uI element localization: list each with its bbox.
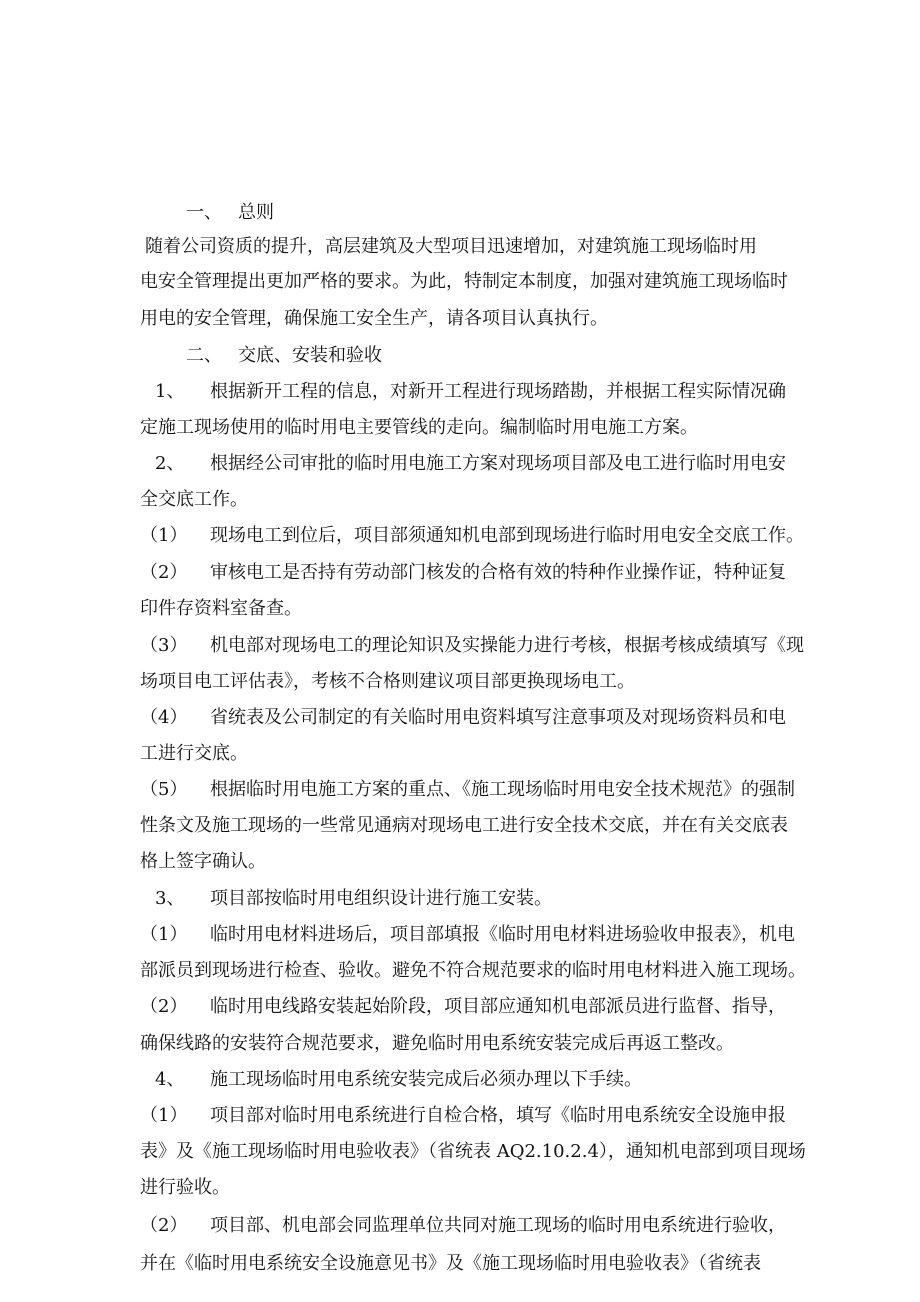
item-text: 机电部对现场电工的理论知识及实操能力进行考核，根据考核成绩填写《现 [210, 635, 804, 656]
item-text: 项目部对临时用电系统进行自检合格，填写《临时用电系统安全设施申报 [210, 1105, 786, 1126]
item-text: 根据经公司审批的临时用电施工方案对现场项目部及电工进行临时用电安 [210, 453, 786, 474]
paragraph-line: 用电的安全管理，确保施工安全生产，请各项目认真执行。 [140, 308, 608, 329]
item-text: 并在《临时用电系统安全设施意见书》及《施工现场临时用电验收表》（省统表 [140, 1253, 761, 1274]
section-number: 一、 [186, 202, 222, 223]
item-text: 项目部按临时用电组织设计进行施工安装。 [210, 888, 552, 909]
item-number: （4） [140, 707, 188, 728]
item-text: 全交底工作。 [140, 489, 248, 510]
item-text: 根据新开工程的信息，对新开工程进行现场踏勘，并根据工程实际情况确 [210, 381, 786, 402]
item-number: （1） [140, 924, 188, 945]
item-text: 临时用电线路安装起始阶段，项目部应通知机电部派员进行监督、指导， [210, 996, 786, 1017]
item-text: 审核电工是否持有劳动部门核发的合格有效的特种作业操作证，特种证复 [210, 562, 786, 583]
item-text: 省统表及公司制定的有关临时用电资料填写注意事项及对现场资料员和电 [210, 707, 786, 728]
item-text: 项目部、机电部会同监理单位共同对施工现场的临时用电系统进行验收， [210, 1215, 786, 1236]
item-text: 施工现场临时用电系统安装完成后必须办理以下手续。 [210, 1069, 642, 1090]
item-number: （2） [140, 996, 188, 1017]
section-number: 二、 [186, 345, 222, 366]
item-number: 1、 [155, 381, 185, 402]
item-text: 根据临时用电施工方案的重点、《施工现场临时用电安全技术规范》的强制 [210, 779, 795, 800]
item-text: 部派员到现场进行检查、验收。避免不符合规范要求的临时用电材料进入施工现场。 [140, 960, 806, 981]
item-text: 印件存资料室备查。 [140, 598, 302, 619]
paragraph-line: 随着公司资质的提升，高层建筑及大型项目迅速增加，对建筑施工现场临时用 [145, 236, 757, 257]
item-text: 现场电工到位后，项目部须通知机电部到现场进行临时用电安全交底工作。 [210, 525, 804, 546]
item-text: 格上签字确认。 [140, 851, 266, 872]
item-number: （1） [140, 1105, 188, 1126]
paragraph-line: 电安全管理提出更加严格的要求。为此，特制定本制度，加强对建筑施工现场临时 [140, 271, 788, 292]
item-text: 性条文及施工现场的一些常见通病对现场电工进行安全技术交底，并在有关交底表 [140, 815, 788, 836]
item-number: 2、 [155, 453, 185, 474]
item-text: 临时用电材料进场后，项目部填报《临时用电材料进场验收申报表》，机电 [210, 924, 795, 945]
section-title: 交底、安装和验收 [238, 345, 382, 366]
item-text: 表》及《施工现场临时用电验收表》（省统表 AQ2.10.2.4），通知机电部到项目现场 [140, 1141, 806, 1162]
item-text: 确保线路的安装符合规范要求，避免临时用电系统安装完成后再返工整改。 [140, 1033, 734, 1054]
item-number: （5） [140, 779, 188, 800]
item-number: 4、 [155, 1069, 185, 1090]
item-text: 定施工现场使用的临时用电主要管线的走向。编制临时用电施工方案。 [140, 417, 698, 438]
item-text: 进行验收。 [140, 1177, 230, 1198]
item-text: 场项目电工评估表》，考核不合格则建议项目部更换现场电工。 [140, 671, 635, 692]
item-number: （2） [140, 562, 188, 583]
item-number: （1） [140, 525, 188, 546]
item-number: （3） [140, 635, 188, 656]
item-text: 工进行交底。 [140, 743, 248, 764]
item-number: （2） [140, 1215, 188, 1236]
item-number: 3、 [155, 888, 185, 909]
section-title: 总则 [238, 202, 274, 223]
